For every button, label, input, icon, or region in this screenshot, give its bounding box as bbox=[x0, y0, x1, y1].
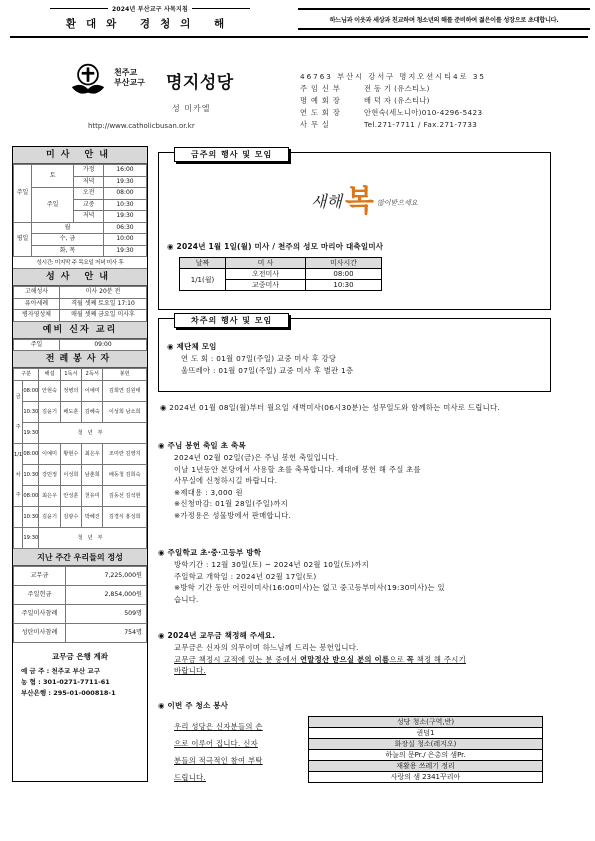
mass-name: 오전미사 bbox=[226, 269, 306, 280]
mass-name: 교중미사 bbox=[226, 280, 306, 291]
table-row bbox=[14, 443, 147, 464]
candle-line: 이날 1년동안 본당에서 사용할 초를 축복합니다. 제대에 봉헌 해 주실 초를 bbox=[174, 464, 421, 474]
table-row bbox=[14, 222, 147, 234]
week-label-2: 1/1 차 주 bbox=[14, 443, 23, 506]
meeting-line: 울뜨레아 : 01월 07일(주일) 교중 미사 후 별관 1층 bbox=[181, 365, 354, 375]
cleaning-notice bbox=[158, 700, 553, 782]
header-motto-block bbox=[10, 4, 290, 34]
column-header: 2독서 bbox=[82, 369, 103, 381]
holy-hour-note: 성시간: 미지막 주 목요일 저녁 미사 후 bbox=[13, 257, 147, 269]
org-label bbox=[114, 68, 145, 88]
dues-notice bbox=[158, 630, 553, 677]
info-value: 안현숙(세노니아)010-4296-5423 bbox=[364, 108, 483, 117]
cleaning-cell: 퀸덤1 bbox=[309, 728, 543, 739]
new-year-mass-table bbox=[179, 257, 382, 291]
patron-saint: 성 미카엘 bbox=[172, 104, 211, 113]
youth-note: 청년부 bbox=[39, 422, 147, 443]
sacrament-value: 격월 셋째 토요일 17:10 bbox=[60, 298, 147, 310]
server-cell: 박혜진 bbox=[82, 506, 103, 527]
finance-value: 509명 bbox=[66, 604, 147, 623]
server-cell: 배도훈 bbox=[60, 401, 81, 422]
cleaning-cell: 재활용 쓰레기 정리 bbox=[309, 761, 543, 772]
diocese-logo-icon bbox=[70, 62, 106, 98]
dues-text: 교무금 책정시 교적에 있는 분 중에서 bbox=[174, 654, 300, 664]
school-line: 주일학교 개학일 : 2024년 02월 17일(토) bbox=[174, 571, 317, 581]
mass-time: 08:00 bbox=[103, 188, 146, 200]
pastoral-subtitle: 2024년 부산교구 사목지침 bbox=[10, 4, 290, 13]
server-cell: 최은우 bbox=[82, 443, 103, 464]
table-row bbox=[14, 369, 147, 381]
pastoral-motto: 환대와 경청의 해 bbox=[65, 18, 235, 30]
next-week-events-box bbox=[158, 318, 551, 392]
table-row bbox=[309, 739, 543, 750]
calligraphy-text-1: 새해 bbox=[311, 192, 342, 211]
column-header: 봉헌 bbox=[103, 369, 147, 381]
mass-name: 오전 bbox=[74, 188, 104, 200]
table-row bbox=[180, 258, 382, 269]
server-cell: 김윤기 bbox=[39, 401, 60, 422]
bank-account-block bbox=[13, 643, 147, 699]
church-name: 명지성당 bbox=[166, 73, 234, 93]
server-cell: 남춘희 bbox=[82, 464, 103, 485]
cleaning-cell: 성당 청소(구역,반) bbox=[309, 717, 543, 728]
info-row bbox=[300, 107, 590, 119]
table-row bbox=[14, 623, 147, 642]
school-line: ※방학 기간 동안 어린이미사(16:00미사)는 없고 중고등부미사(19:30미사)는 있 bbox=[174, 583, 445, 592]
cleaning-title: ◉ 이번 주 청소 봉사 bbox=[158, 701, 229, 710]
time-cell: 08:00 bbox=[23, 443, 39, 464]
catechumen-time: 09:00 bbox=[60, 339, 147, 351]
table-row bbox=[14, 566, 147, 585]
cleaning-line: 우리 성당은 신자분들의 손 bbox=[174, 722, 263, 731]
calligraphy-bok: 복 bbox=[345, 184, 374, 219]
bank-line: 부산은행 : 295-01-000818-1 bbox=[21, 688, 116, 697]
mass-date: 1/1(월) bbox=[180, 269, 226, 291]
table-row bbox=[14, 585, 147, 604]
table-row bbox=[14, 287, 147, 299]
finance-name: 주일헌금 bbox=[14, 585, 66, 604]
school-vacation-notice bbox=[158, 547, 553, 605]
candle-line: 2024년 02월 02일(금)은 주님 봉헌 축일입니다. bbox=[174, 453, 339, 462]
server-cell: 조미란 김영지 bbox=[103, 443, 147, 464]
mass-time: 08:00 bbox=[306, 269, 382, 280]
this-week-events-box bbox=[158, 152, 551, 310]
time-cell: 10:30 bbox=[23, 506, 39, 527]
left-sidebar bbox=[12, 146, 148, 782]
week-label-4 bbox=[14, 527, 23, 548]
mass-name: 저녁 bbox=[74, 176, 104, 188]
youth-note: 청년부 bbox=[39, 527, 147, 548]
dues-line-emphasis bbox=[174, 654, 553, 666]
sacrament-value: 매월 셋째 금요일 미사후 bbox=[60, 310, 147, 322]
mass-name: 저녁 bbox=[74, 211, 104, 223]
info-value: 전 동 기 (유스티노) bbox=[364, 84, 430, 93]
finance-name: 교무금 bbox=[14, 566, 66, 585]
finance-value: 7,225,000원 bbox=[66, 566, 147, 585]
catechumen-table bbox=[13, 339, 147, 352]
mass-time: 19:30 bbox=[103, 245, 146, 257]
mass-info-title: 미사 안내 bbox=[13, 147, 147, 164]
mass-name: 월 bbox=[32, 222, 104, 234]
info-row bbox=[300, 83, 590, 95]
table-row bbox=[14, 310, 147, 322]
sacrament-name: 병자영성체 bbox=[14, 310, 60, 322]
server-cell: 배동청 김희숙 bbox=[103, 464, 147, 485]
table-row bbox=[14, 506, 147, 527]
dues-title: ◉ 2024년 교무금 책정해 주세요. bbox=[158, 631, 276, 640]
weekday-label: 평일 bbox=[14, 222, 32, 257]
cleaning-line: 드립니다. bbox=[174, 773, 207, 782]
info-label: 명예회장 bbox=[300, 96, 344, 105]
church-contact-info bbox=[300, 71, 590, 131]
school-title: ◉ 주일학교 초·중·고등부 방학 bbox=[158, 548, 262, 557]
sacrament-value: 미사 20분 전 bbox=[60, 287, 147, 299]
server-cell: 이성희 남소희 bbox=[103, 401, 147, 422]
mass-name: 화, 목 bbox=[32, 245, 104, 257]
dues-line: 바랍니다. bbox=[174, 666, 207, 675]
week-date: 1/1 bbox=[14, 451, 23, 458]
event-title: ◉ 2024년 1월 1일(월) 미사 / 천주의 성모 마리아 대축일미사 bbox=[167, 242, 384, 251]
dues-body bbox=[158, 642, 553, 677]
table-row bbox=[309, 717, 543, 728]
candle-body bbox=[158, 452, 553, 521]
bank-line: 농 협 : 301-0271-7711-61 bbox=[21, 677, 110, 686]
altar-servers-table bbox=[13, 368, 147, 549]
finance-name: 주일미사참례 bbox=[14, 604, 66, 623]
meeting-line: 연 도 회 : 01월 07일(주일) 교중 미사 후 강당 bbox=[181, 354, 337, 363]
table-row bbox=[309, 750, 543, 761]
meeting-list bbox=[181, 353, 353, 376]
info-row bbox=[300, 95, 590, 107]
cleaning-text bbox=[174, 718, 304, 786]
candle-line: ※제대용 : 3,000 원 bbox=[174, 487, 243, 497]
finance-table bbox=[13, 566, 147, 643]
sacrament-table bbox=[13, 286, 147, 322]
dues-text: 으로 bbox=[389, 654, 407, 664]
table-row bbox=[14, 604, 147, 623]
time-cell: 08:00 bbox=[23, 380, 39, 401]
finance-value: 754명 bbox=[66, 623, 147, 642]
table-row bbox=[14, 422, 147, 443]
time-cell: 10:30 bbox=[23, 464, 39, 485]
mass-name: 가정 bbox=[74, 165, 104, 177]
school-line: 습니다. bbox=[174, 594, 199, 604]
time-cell: 10:30 bbox=[23, 401, 39, 422]
column-header: 날짜 bbox=[180, 258, 226, 269]
new-year-calligraphy-icon bbox=[309, 173, 419, 221]
dues-bold: 꼭 bbox=[406, 654, 414, 664]
table-row bbox=[14, 245, 147, 257]
mass-time: 19:30 bbox=[103, 176, 146, 188]
table-row bbox=[180, 269, 382, 280]
catechumen-title: 예비 신자 교리 bbox=[13, 322, 147, 339]
server-cell: 이예미 bbox=[82, 380, 103, 401]
candle-blessing-notice bbox=[158, 440, 553, 521]
mass-time: 06:30 bbox=[103, 222, 146, 234]
school-body bbox=[158, 559, 553, 605]
table-row bbox=[309, 772, 543, 783]
dues-bold: 연말정산 받으실 분의 이름 bbox=[299, 654, 390, 664]
cleaning-cell: 화장실 청소(레지오) bbox=[309, 739, 543, 750]
time-cell: 08:00 bbox=[23, 485, 39, 506]
this-week-tab: 금주의 행사 및 모임 bbox=[174, 147, 289, 162]
org-line-1: 천주교 bbox=[114, 68, 138, 77]
cleaning-cell: 하늘의 문Pr./ 은총의 샘Pr. bbox=[309, 750, 543, 761]
header-banner: 하느님과 이웃과 세상과 친교하며 청소년의 해를 준비하여 젊은이를 성장으로 초대합니다. bbox=[298, 8, 590, 30]
altar-servers-title: 전례봉사자 bbox=[13, 351, 147, 368]
column-header: 구분 bbox=[14, 369, 39, 381]
next-week-tab: 차주의 행사 및 모임 bbox=[174, 313, 289, 328]
finance-title: 지난 주간 우리들의 정성 bbox=[13, 549, 147, 566]
server-cell: 정병의 bbox=[60, 380, 81, 401]
table-row bbox=[14, 298, 147, 310]
candle-line: ※가정용은 성물방에서 판매합니다. bbox=[174, 510, 292, 520]
bank-line: 예 금 주 : 천주교 부산 교구 bbox=[21, 666, 100, 675]
table-row bbox=[14, 339, 147, 351]
lordsday-label: 주일 bbox=[32, 188, 74, 223]
server-cell: 천유미 bbox=[82, 485, 103, 506]
church-identity bbox=[60, 62, 280, 132]
table-row bbox=[14, 485, 147, 506]
info-value: Tel.271-7711 / Fax.271-7733 bbox=[364, 120, 478, 129]
finance-value: 2,854,000원 bbox=[66, 585, 147, 604]
week-label-1: 금 주 bbox=[14, 380, 23, 443]
server-cell: 김광수 bbox=[60, 506, 81, 527]
sacrament-name: 고해성사 bbox=[14, 287, 60, 299]
mass-name: 수, 금 bbox=[32, 234, 104, 246]
server-cell: 안성훈 bbox=[60, 485, 81, 506]
server-cell: 김혜숙 bbox=[82, 401, 103, 422]
cleaning-cell: 사랑의 샘 2341꾸리아 bbox=[309, 772, 543, 783]
calligraphy-text-2: 많이받으세요 bbox=[377, 199, 418, 207]
candle-title: ◉ 주님 봉헌 축일 초 축복 bbox=[158, 441, 246, 450]
mass-time: 10:30 bbox=[306, 280, 382, 291]
dues-text: 책정 해 주시기 bbox=[414, 654, 466, 664]
info-label: 연도회장 bbox=[300, 108, 344, 117]
table-row bbox=[14, 464, 147, 485]
mass-name: 교중 bbox=[74, 199, 104, 211]
catechumen-day: 주일 bbox=[14, 339, 60, 351]
info-row bbox=[300, 71, 590, 83]
server-cell: 김동선 김석현 bbox=[103, 485, 147, 506]
dues-line: 교무금은 신자의 의무이며 하느님께 드리는 봉헌입니다. bbox=[174, 643, 359, 652]
sacrament-name: 유아세례 bbox=[14, 298, 60, 310]
group-meeting-title: ◉ 제단체 모임 bbox=[167, 342, 217, 351]
table-row bbox=[14, 165, 147, 177]
server-cell: 김경식 홍성희 bbox=[103, 506, 147, 527]
column-header: 미사시간 bbox=[306, 258, 382, 269]
mass-time: 10:30 bbox=[103, 199, 146, 211]
table-row bbox=[309, 761, 543, 772]
server-cell: 이성희 bbox=[60, 464, 81, 485]
info-label: 사무실 bbox=[300, 120, 333, 129]
table-row bbox=[14, 380, 147, 401]
dawn-mass-notice: ◉ 2024년 01월 08일(월)부터 월요일 새벽미사(06시30분)는 성무일도와 함께하는 미사로 드립니다. bbox=[160, 403, 500, 412]
table-row bbox=[14, 234, 147, 246]
table-row bbox=[14, 401, 147, 422]
address: 46763 부산시 강서구 명지오션시티4로 35 bbox=[300, 72, 486, 81]
finance-name: 성탄미사참례 bbox=[14, 623, 66, 642]
cleaning-line: 분들의 적극적인 참여 부탁 bbox=[174, 756, 263, 765]
mass-time: 10:00 bbox=[103, 234, 146, 246]
mass-time: 19:30 bbox=[103, 211, 146, 223]
info-label: 주임신부 bbox=[300, 84, 344, 93]
org-line-2: 부산교구 bbox=[114, 78, 145, 87]
info-row bbox=[300, 119, 590, 131]
bank-title: 교무금 은행 계좌 bbox=[52, 651, 108, 661]
sacrament-title: 성사 안내 bbox=[13, 269, 147, 286]
column-header: 1독서 bbox=[60, 369, 81, 381]
server-cell: 김윤기 bbox=[39, 506, 60, 527]
server-cell: 강민정 bbox=[39, 464, 60, 485]
server-cell: 김희연 김원태 bbox=[103, 380, 147, 401]
header-divider bbox=[10, 36, 588, 38]
info-value: 배 덕 자 (유스티나) bbox=[364, 96, 430, 105]
server-cell: 황현수 bbox=[60, 443, 81, 464]
week-label-3 bbox=[14, 506, 23, 527]
server-cell: 안현숙 bbox=[39, 380, 60, 401]
table-row bbox=[14, 188, 147, 200]
time-cell: 19:30 bbox=[23, 422, 39, 443]
cleaning-table bbox=[308, 716, 543, 783]
table-row bbox=[309, 728, 543, 739]
sunday-label: 주일 bbox=[14, 165, 32, 223]
saturday-label: 토 bbox=[32, 165, 74, 188]
column-header: 해설 bbox=[39, 369, 60, 381]
column-header: 미 사 bbox=[226, 258, 306, 269]
server-cell: 최은우 bbox=[39, 485, 60, 506]
mass-time: 16:00 bbox=[103, 165, 146, 177]
table-row bbox=[14, 527, 147, 548]
candle-line: 사무실에 신청하시길 바랍니다. bbox=[174, 476, 278, 485]
time-cell: 19:30 bbox=[23, 527, 39, 548]
candle-line: ※신청마감: 01월 28일(주일)까지 bbox=[174, 499, 288, 508]
mass-schedule-table bbox=[13, 164, 147, 257]
server-cell: 이예미 bbox=[39, 443, 60, 464]
school-line: 방학기간 : 12월 30일(토) ~ 2024년 02월 10일(토)까지 bbox=[174, 560, 369, 569]
website-link[interactable]: http://www.catholicbusan.or.kr bbox=[88, 122, 195, 130]
cleaning-line: 으로 이루어 집니다. 신자 bbox=[174, 739, 258, 748]
